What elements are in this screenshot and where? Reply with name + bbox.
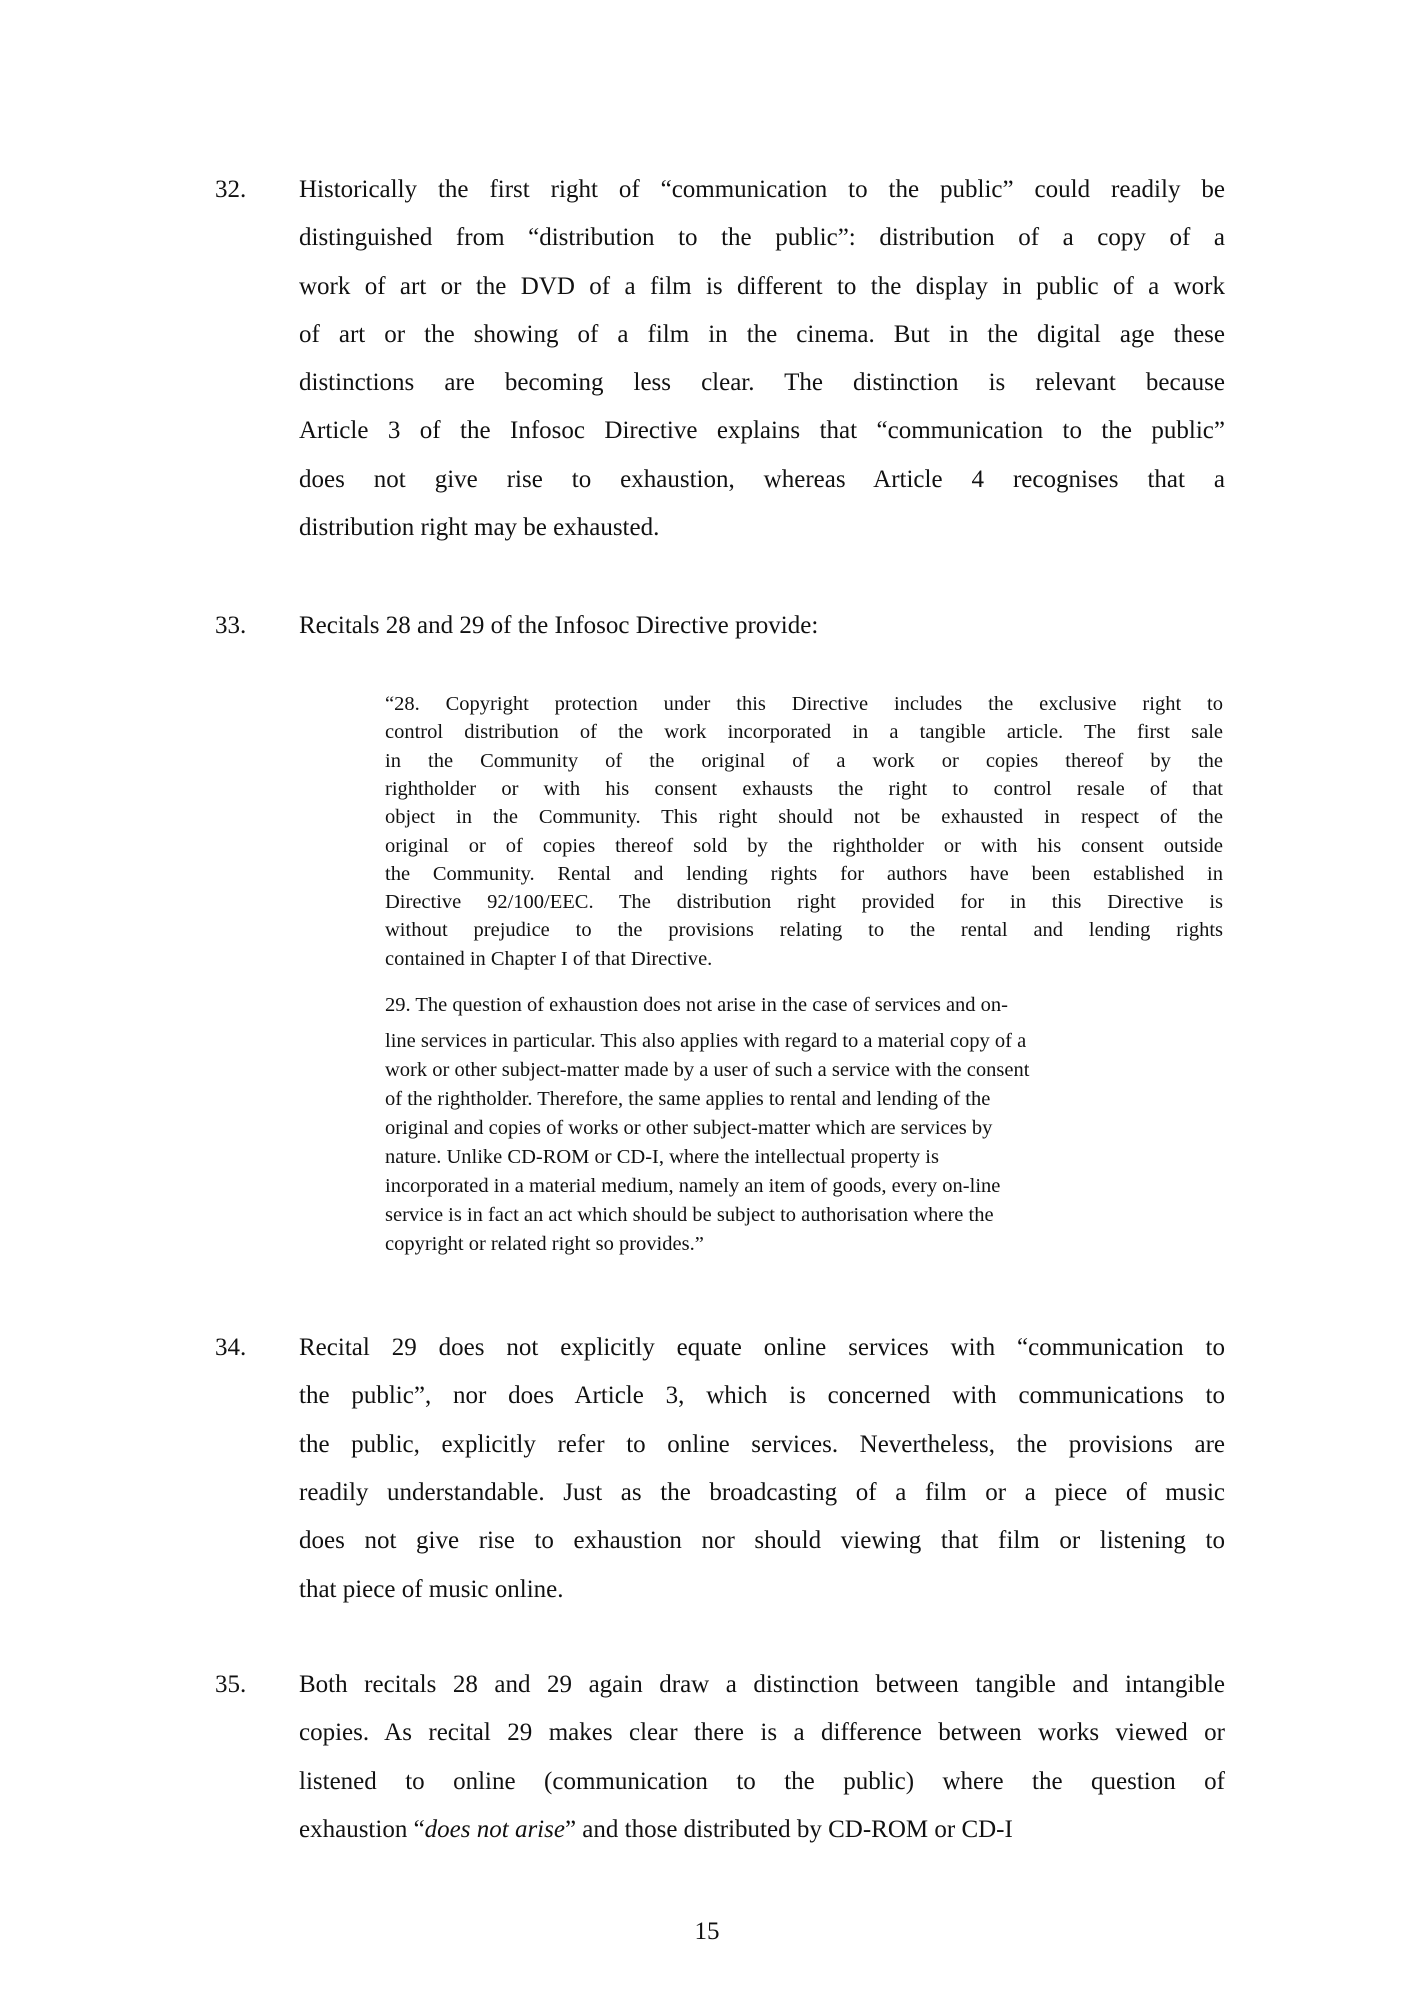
paragraph-number: 33.	[215, 612, 247, 639]
paragraph-line: does not give rise to exhaustion nor should viewing that film or listening to	[299, 1527, 1225, 1554]
paragraph-line: that piece of music online.	[299, 1576, 564, 1603]
paragraph-line: Both recitals 28 and 29 again draw a distinction between tangible and intangible	[299, 1671, 1225, 1698]
paragraph-line: distinctions are becoming less clear. The distinction is relevant because	[299, 369, 1225, 396]
paragraph-line	[299, 1817, 1225, 1842]
paragraph-line: listened to online (communication to the public) where the question of	[299, 1768, 1225, 1795]
quote-line: line services in particular. This also applies with regard to a material copy of a	[385, 1030, 1027, 1052]
quote-line: the Community. Rental and lending rights for authors have been established in	[385, 863, 1223, 885]
quote-line: contained in Chapter I of that Directive.	[385, 948, 713, 970]
page-number: 15	[694, 1918, 720, 1945]
quote-line: “28. Copyright protection under this Directive includes the exclusive right to	[385, 693, 1223, 715]
paragraph-line: distinguished from “distribution to the public”: distribution of a copy of a	[299, 224, 1225, 251]
paragraph-number: 34.	[215, 1334, 247, 1361]
quote-line: copyright or related right so provides.”	[385, 1233, 704, 1255]
paragraph-number: 35.	[215, 1671, 247, 1698]
paragraph-line: distribution right may be exhausted.	[299, 514, 660, 541]
paragraph-line: the public”, nor does Article 3, which is concerned with communications to	[299, 1382, 1225, 1409]
quote-line: control distribution of the work incorporated in a tangible article. The first sale	[385, 721, 1223, 743]
quote-line: of the rightholder. Therefore, the same applies to rental and lending of the	[385, 1088, 991, 1110]
quote-line: in the Community of the original of a work or copies thereof by the	[385, 750, 1223, 772]
text-run: ” and those distributed by CD-ROM or CD-I	[564, 1816, 1013, 1843]
quote-line: rightholder or with his consent exhausts the right to control resale of that	[385, 778, 1223, 800]
paragraph-line: Recitals 28 and 29 of the Infosoc Directive provide:	[299, 612, 819, 639]
paragraph-line: copies. As recital 29 makes clear there is a difference between works viewed or	[299, 1719, 1225, 1746]
paragraph-line: readily understandable. Just as the broadcasting of a film or a piece of music	[299, 1479, 1225, 1506]
text-run: exhaustion “	[299, 1816, 425, 1843]
paragraph-line: work of art or the DVD of a film is different to the display in public of a work	[299, 273, 1225, 300]
paragraph-number: 32.	[215, 176, 247, 203]
quote-line: service is in fact an act which should be subject to authorisation where the	[385, 1204, 994, 1226]
paragraph-line: Historically the first right of “communication to the public” could readily be	[299, 176, 1225, 203]
quote-line: original or of copies thereof sold by the rightholder or with his consent outside	[385, 835, 1223, 857]
paragraph-line: Recital 29 does not explicitly equate online services with “communication to	[299, 1334, 1225, 1361]
quote-line: without prejudice to the provisions relating to the rental and lending rights	[385, 919, 1223, 941]
paragraph-line: does not give rise to exhaustion, whereas Article 4 recognises that a	[299, 466, 1225, 493]
quote-line: nature. Unlike CD-ROM or CD-I, where the intellectual property is	[385, 1146, 939, 1168]
italic-quote: does not arise	[424, 1816, 565, 1843]
quote-line: original and copies of works or other subject-matter which are services by	[385, 1117, 993, 1139]
quote-line: incorporated in a material medium, namely an item of goods, every on-line	[385, 1175, 1001, 1197]
paragraph-line: the public, explicitly refer to online services. Nevertheless, the provisions are	[299, 1431, 1225, 1458]
paragraph-line: Article 3 of the Infosoc Directive explains that “communication to the public”	[299, 417, 1225, 444]
paragraph-line: of art or the showing of a film in the cinema. But in the digital age these	[299, 321, 1225, 348]
quote-line: 29. The question of exhaustion does not arise in the case of services and on-	[385, 994, 1008, 1016]
quote-line: object in the Community. This right should not be exhausted in respect of the	[385, 806, 1223, 828]
quote-line: Directive 92/100/EEC. The distribution right provided for in this Directive is	[385, 891, 1223, 913]
quote-line: work or other subject-matter made by a user of such a service with the consent	[385, 1059, 1030, 1081]
